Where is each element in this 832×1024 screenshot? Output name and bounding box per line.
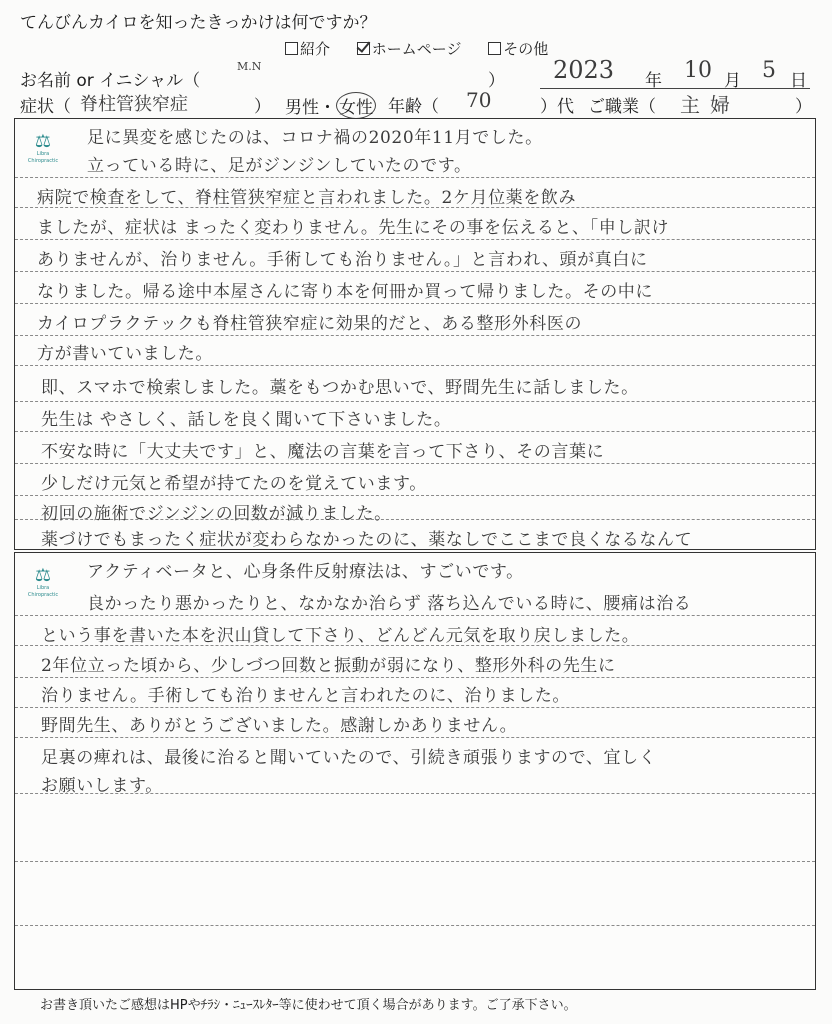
text-line: カイロプラクテックも脊柱管狭窄症に効果的だと、ある整形外科医の (37, 314, 583, 334)
text-line: 立っている時に、足がジンジンしていたのです。 (87, 156, 472, 176)
survey-question: てんびんカイロを知ったきっかけは何ですか？ (20, 13, 377, 33)
text-line: という事を書いた本を沢山貸して下さり、どんどん元気を取り戻しました。 (41, 626, 640, 646)
text-line: 少しだけ元気と希望が持てたのを覚えています。 (41, 474, 427, 494)
job-label: ご職業（ (588, 97, 656, 117)
age-close: ）代 (540, 97, 574, 117)
source-options (285, 38, 570, 59)
gender-separator: ・ (319, 98, 336, 118)
symptom-close: ） (254, 97, 271, 117)
text-line: 方が書いていました。 (37, 344, 213, 364)
text-line: 不安な時に「大丈夫です」と、魔法の言葉を言って下さり、その言葉に (41, 442, 605, 462)
footer-note: お書き頂いたご感想はHPやﾁﾗｼ・ﾆｭｰｽﾚﾀｰ等に使わせて頂く場合があります。ご了承下さい。 (40, 998, 577, 1013)
testimonial-box-2 (14, 552, 816, 990)
job-value: 主婦 (680, 93, 740, 117)
text-line: ありませんが、治りません。手術しても治りません。」と言われ、頭が真白に (37, 250, 648, 270)
month-unit: 月 (724, 71, 741, 91)
year-unit: 年 (645, 71, 662, 91)
name-value: M.N (237, 60, 262, 73)
date-underline (540, 88, 810, 89)
name-label: お名前 or イニシャル（ (20, 71, 201, 91)
age-value: 70 (466, 88, 492, 112)
date-month: 10 (684, 58, 712, 83)
text-line: 先生は やさしく、話しを良く聞いて下さいました。 (41, 410, 452, 430)
gender-female-circled[interactable]: 女性 (336, 92, 376, 119)
option-other[interactable]: その他 (488, 38, 548, 59)
gender-field (285, 92, 376, 119)
testimonial-box-1 (14, 118, 816, 550)
text-line: アクティベータと、心身条件反射療法は、すごいです。 (87, 562, 524, 582)
day-unit: 日 (790, 71, 807, 91)
scale-logo-icon: ⚖ Libra Chiropractic (27, 565, 59, 598)
symptom-value: 脊柱管狭窄症 (80, 94, 188, 115)
text-line: 2年位立った頃から、少しづつ回数と振動が弱になり、整形外科の先生に (41, 656, 616, 676)
text-line: 足に異変を感じたのは、コロナ禍の2020年11月でした。 (87, 128, 543, 148)
text-line: なりました。帰る途中本屋さんに寄り本を何冊か買って帰りました。その中に (37, 282, 653, 302)
job-close: ） (795, 97, 812, 117)
date-year: 2023 (553, 56, 615, 84)
text-line: 良かったり悪かったりと、なかなか治らず 落ち込んでいる時に、腰痛は治る (87, 594, 692, 614)
checkbox-checked-icon[interactable] (357, 42, 370, 55)
option-introduction[interactable]: 紹介 (285, 38, 330, 59)
text-line: 野間先生、ありがとうございました。感謝しかありません。 (41, 716, 518, 736)
text-line: 足裏の痺れは、最後に治ると聞いていたので、引続き頑張りますので、宜しく (41, 748, 657, 768)
gender-male[interactable]: 男性 (285, 98, 319, 118)
text-line: 病院で検査をして、脊柱管狭窄症と言われました。2ケ月位薬を飲み (37, 188, 577, 208)
option-homepage[interactable]: ホームページ (357, 38, 462, 59)
text-line: 即、スマホで検索しました。藁をもつかむ思いで、野間先生に話しました。 (41, 378, 639, 398)
checkbox-icon[interactable] (488, 42, 501, 55)
text-line: 初回の施術でジンジンの回数が減りました。 (41, 504, 392, 524)
date-day: 5 (762, 58, 776, 83)
age-label: 年齢（ (388, 97, 439, 117)
text-line: 薬づけでもまったく症状が変わらなかったのに、薬なしでここまで良くなるなんて (41, 530, 693, 550)
symptom-label: 症状（ (20, 97, 71, 117)
scale-logo-icon: ⚖ Libra Chiropractic (27, 131, 59, 164)
text-line: ましたが、症状は まったく変わりません。先生にその事を伝えると、「申し訳け (37, 218, 670, 238)
name-close: ） (488, 71, 505, 91)
checkbox-icon[interactable] (285, 42, 298, 55)
text-line: 治りません。手術しても治りませんと言われたのに、治りました。 (41, 686, 571, 706)
text-line: お願いします。 (41, 776, 163, 796)
